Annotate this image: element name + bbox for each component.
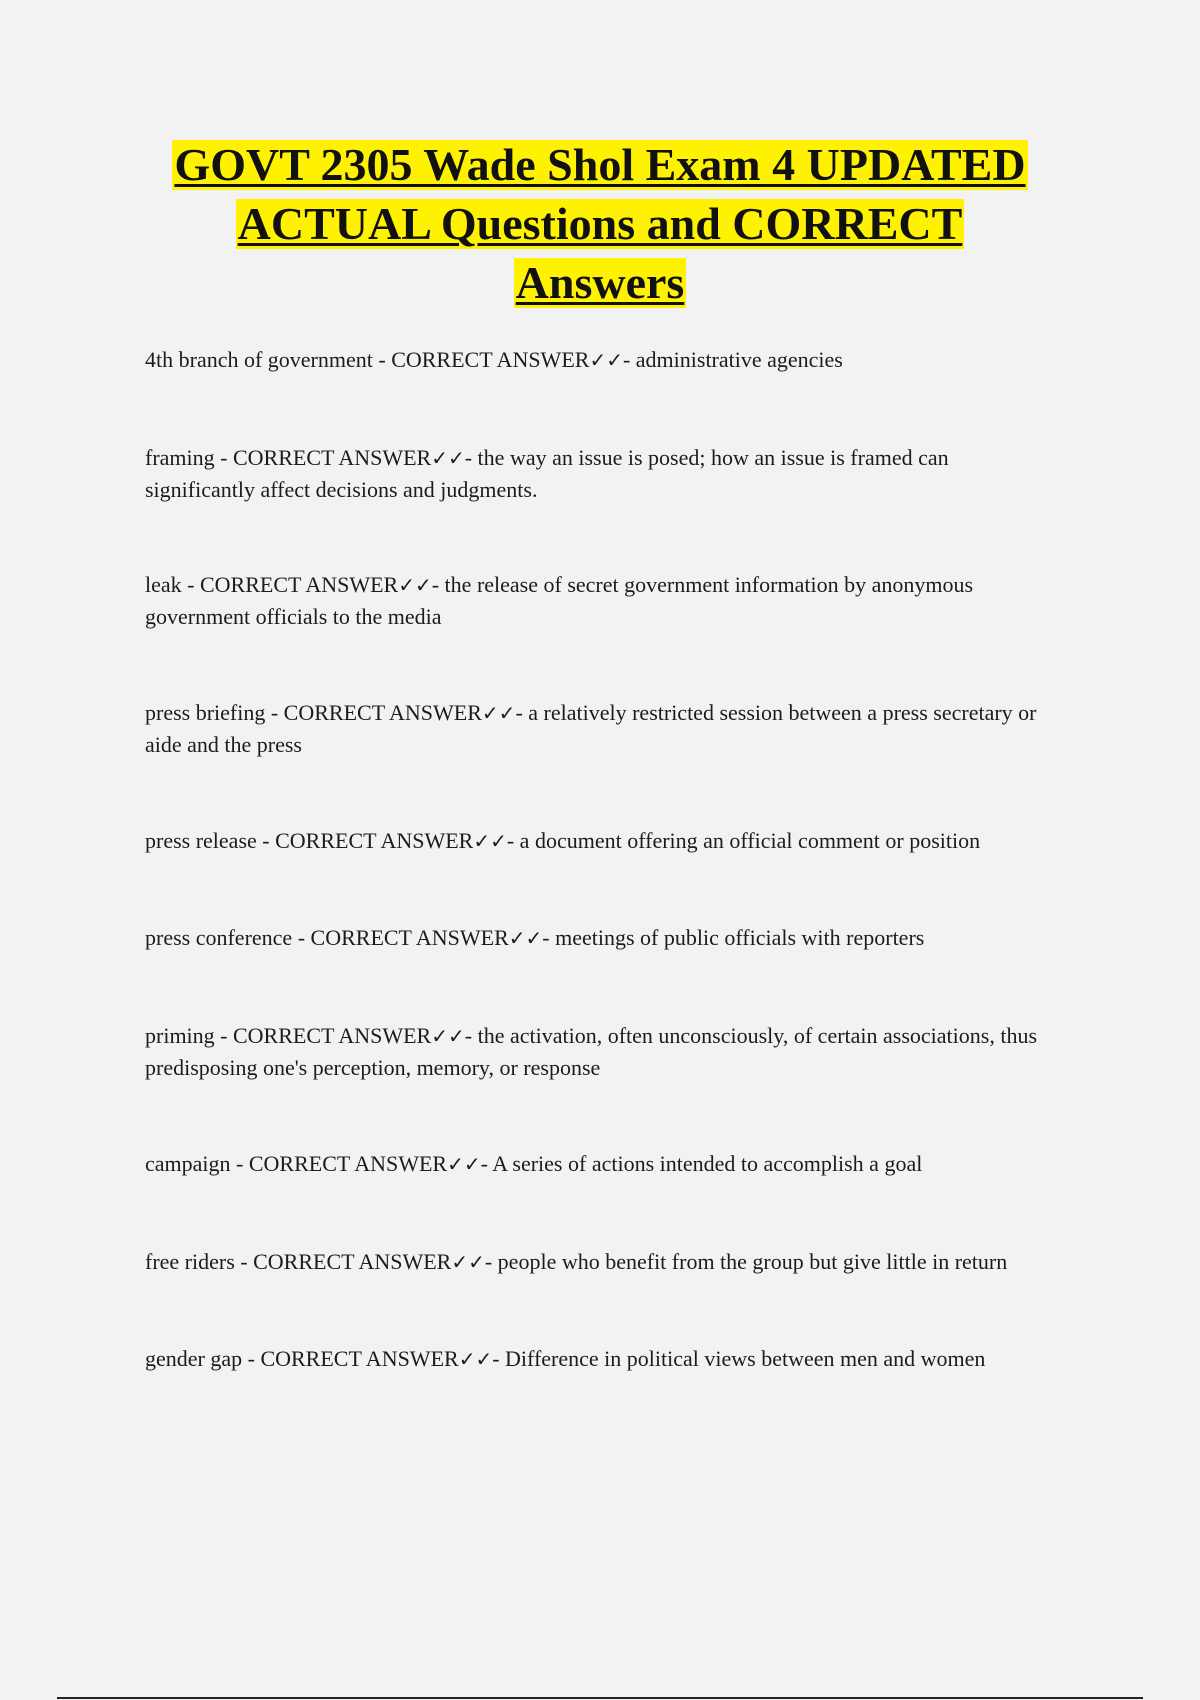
entry-term: press release — [145, 828, 257, 853]
checkmark-icon: ✓✓ — [508, 926, 543, 950]
entry-separator: - CORRECT ANSWER — [265, 700, 482, 725]
checkmark-icon: ✓✓ — [431, 1024, 465, 1048]
qa-entry — [145, 569, 1045, 632]
entry-definition: - a relatively restricted session between a press secretary or aide and the press — [145, 700, 1037, 757]
title-line-2: ACTUAL Questions and CORRECT — [237, 198, 963, 249]
entry-definition: - the release of secret government information by anonymous government officials to the media — [145, 572, 974, 629]
entry-definition: - a document offering an official comment or position — [506, 828, 981, 853]
qa-entry — [145, 1246, 1045, 1278]
entry-separator: - CORRECT ANSWER — [292, 925, 509, 950]
entry-definition: - the activation, often unconsciously, of certain associations, thus predisposing one's perception, memory, or response — [145, 1023, 1038, 1080]
entry-definition: - meetings of public officials with reporters — [542, 925, 925, 950]
qa-entry — [145, 344, 1045, 376]
entry-separator: - CORRECT ANSWER — [372, 347, 590, 372]
entry-term: priming — [145, 1023, 215, 1048]
entry-definition: - Difference in political views between men and women — [492, 1346, 986, 1371]
qa-entry — [145, 1020, 1045, 1083]
entry-definition: - the way an issue is posed; how an issue is framed can significantly affect decisions and judgments. — [145, 445, 949, 502]
checkmark-icon: ✓✓ — [481, 701, 516, 725]
entry-term: free riders — [145, 1249, 235, 1274]
qa-entry — [145, 697, 1045, 760]
entry-separator: - CORRECT ANSWER — [214, 1023, 432, 1048]
entry-definition: - people who benefit from the group but give little in return — [484, 1249, 1008, 1274]
qa-list — [145, 344, 1045, 1375]
qa-entry — [145, 825, 1045, 857]
entry-separator: - CORRECT ANSWER — [214, 445, 432, 470]
title-line-1: GOVT 2305 Wade Shol Exam 4 UPDATED — [174, 139, 1026, 190]
entry-separator: - CORRECT ANSWER — [181, 572, 399, 597]
checkmark-icon: ✓✓ — [473, 829, 507, 853]
entry-term: framing — [145, 445, 215, 470]
checkmark-icon: ✓✓ — [589, 348, 623, 372]
qa-entry — [145, 1148, 1045, 1180]
title-line-3: Answers — [515, 257, 685, 308]
entry-separator: - CORRECT ANSWER — [234, 1249, 452, 1274]
qa-entry — [145, 922, 1045, 954]
entry-definition: - A series of actions intended to accomplish a goal — [480, 1151, 923, 1176]
entry-term: 4th branch of government — [145, 347, 373, 372]
entry-term: gender gap — [145, 1346, 243, 1371]
entry-separator: - CORRECT ANSWER — [230, 1151, 448, 1176]
entry-term: campaign — [145, 1151, 231, 1176]
checkmark-icon: ✓✓ — [458, 1347, 493, 1371]
bottom-divider — [57, 1697, 1143, 1699]
checkmark-icon: ✓✓ — [398, 573, 432, 597]
entry-term: press briefing — [145, 700, 266, 725]
entry-definition: - administrative agencies — [622, 347, 843, 372]
qa-entry — [145, 1343, 1045, 1375]
checkmark-icon: ✓✓ — [451, 1250, 485, 1274]
entry-term: press conference — [145, 925, 293, 950]
document-title — [100, 140, 1100, 317]
entry-separator: - CORRECT ANSWER — [256, 828, 474, 853]
checkmark-icon: ✓✓ — [447, 1152, 481, 1176]
entry-term: leak — [145, 572, 182, 597]
checkmark-icon: ✓✓ — [431, 446, 465, 470]
entry-separator: - CORRECT ANSWER — [242, 1346, 459, 1371]
qa-entry — [145, 442, 1045, 505]
